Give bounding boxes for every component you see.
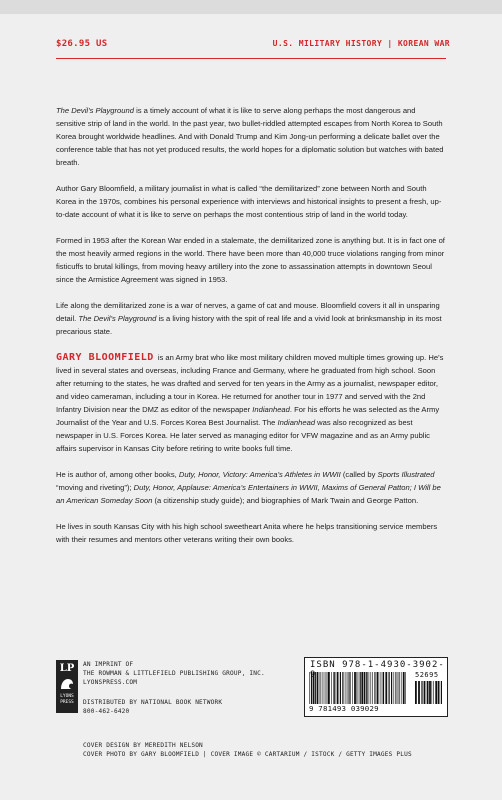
barcode-bar bbox=[311, 672, 312, 704]
barcode-bar bbox=[337, 672, 339, 704]
bio-text: is an Army brat who like most military children moved multiple times growing up. He’s lived in several states and overseas, including France and Germany, where he graduated from high school. Soon after returning to the states, he was drafted and served for ten years in the Army as a journalist, newspaper editor, and video cameraman, including a tour in Korea. He returned for another tour in 1977 and served with the 2nd Infantry Division near the DMZ as editor of the newspaper bbox=[56, 353, 444, 414]
books-text: He is author of, among other books, bbox=[56, 470, 179, 479]
barcode-bar bbox=[313, 672, 315, 704]
barcode-bar bbox=[380, 672, 381, 704]
barcode-bar bbox=[367, 672, 368, 704]
books-text: (called by bbox=[340, 470, 378, 479]
barcode-bar bbox=[438, 681, 440, 704]
barcode-bar bbox=[385, 672, 387, 704]
imprint-line: AN IMPRINT OF bbox=[83, 661, 134, 668]
top-strip bbox=[0, 0, 502, 14]
credits-block bbox=[83, 741, 412, 759]
blurb-text: Life along the demilitarized zone is a war of nerves, a game of cat and mouse. Bloomfield covers it all in unsparing detail. bbox=[56, 301, 440, 323]
price-label: $26.95 US bbox=[56, 39, 108, 49]
barcode-bar bbox=[424, 681, 426, 704]
barcode-bar bbox=[342, 672, 343, 704]
book-title: The Devil’s Playground bbox=[56, 106, 134, 115]
barcode-bar bbox=[309, 672, 310, 704]
barcode-bar bbox=[421, 681, 422, 704]
barcode-bar bbox=[397, 672, 398, 704]
barcode-bar bbox=[383, 672, 384, 704]
price-code: 52695 bbox=[415, 671, 439, 679]
blurb-paragraph-4 bbox=[56, 299, 447, 338]
barcode-bar bbox=[418, 681, 420, 704]
barcode-bar bbox=[317, 672, 318, 704]
publisher-website: LYONSPRESS.COM bbox=[83, 679, 138, 686]
barcode-bar bbox=[422, 681, 423, 704]
barcode-bar bbox=[376, 672, 377, 704]
distributor-line: DISTRIBUTED BY NATIONAL BOOK NETWORK bbox=[83, 699, 223, 706]
blurb-text: is a timely account of what it is like to serve along perhaps the most dangerous and sensitive strip of land in the world. In the past year, two bullet-riddled attempted escapes from North Korea to South Korea brought worldwide headlines. And with Donald Trump and Kim Jong-un performing a delicate ballet over the conference table that has not yet produced results, the world hopes for a diplomatic solution but watches with bated breath. bbox=[56, 106, 444, 167]
bio-text: was also recognized as best newspaper in U.S. Forces Korea. He later served as managing editor for VFW magazine and as an Army public affairs supervisor in Kansas City before retiring to write books full time. bbox=[56, 418, 430, 453]
barcode-bar bbox=[391, 672, 392, 704]
distributor-phone: 800-462-6420 bbox=[83, 708, 130, 715]
barcode-bar bbox=[405, 672, 406, 704]
barcode-bar bbox=[360, 672, 361, 704]
barcode-bar bbox=[403, 672, 405, 704]
barcode-bar bbox=[333, 672, 334, 704]
barcode-bar bbox=[432, 681, 433, 704]
barcode-bar bbox=[398, 672, 399, 704]
barcode-bar bbox=[369, 672, 370, 704]
magazine-title: Sports Illustrated bbox=[377, 470, 435, 479]
book-titles: Duty, Honor, Applause: America’s Entertainers in WWII, Maxims of General Patton; I Will be an American Someday Soon bbox=[56, 483, 441, 505]
distribution-block bbox=[83, 698, 222, 716]
barcode-box bbox=[304, 657, 448, 717]
imprint-block bbox=[83, 660, 265, 687]
barcode-bar bbox=[401, 672, 402, 704]
barcode-bar bbox=[347, 672, 348, 704]
barcode-bar bbox=[350, 672, 351, 704]
barcode-bar bbox=[374, 672, 375, 704]
books-text: “moving and riveting”); bbox=[56, 483, 134, 492]
barcode-bar bbox=[331, 672, 332, 704]
barcode-bar bbox=[349, 672, 350, 704]
isbn-label: ISBN 978-1-4930-3902- bbox=[310, 660, 445, 670]
book-title: The Devil’s Playground bbox=[78, 314, 157, 323]
barcode-bar bbox=[395, 672, 396, 704]
blurb-body bbox=[56, 104, 502, 559]
barcode-bar bbox=[326, 672, 327, 704]
logo-name: LYONS PRESS bbox=[60, 694, 74, 705]
barcode-bar bbox=[324, 672, 325, 704]
barcode-bar bbox=[364, 672, 365, 704]
author-name: GARY BLOOMFIELD bbox=[56, 352, 154, 363]
barcode-bar bbox=[429, 681, 431, 704]
barcode-bar bbox=[361, 672, 363, 704]
barcode-bar bbox=[357, 672, 358, 704]
newspaper-title: Indianhead bbox=[252, 405, 290, 414]
author-books bbox=[56, 468, 447, 507]
barcode-bar bbox=[319, 672, 320, 704]
cover-design-credit: COVER DESIGN BY MEREDITH NELSON bbox=[83, 742, 203, 749]
blurb-paragraph-2: Author Gary Bloomfield, a military journalist in what is called “the demilitarized” zone between North and South Korea in the 1970s, combines his personal experience with interviews and historical insights to present a fresh, up-to-date account of what it is like to serve on perhaps the most contentious strip of land in the world today. bbox=[56, 184, 442, 219]
ean-barcode bbox=[309, 672, 407, 704]
header-rule bbox=[56, 58, 446, 59]
cover-photo-credit: COVER PHOTO BY GARY BLOOMFIELD | COVER IMAGE © CARTARIUM / ISTOCK / GETTY IMAGES PLUS bbox=[83, 751, 412, 758]
book-title: Duty, Honor, Victory: America’s Athletes in WWII bbox=[178, 470, 341, 479]
blurb-paragraph-1 bbox=[56, 104, 447, 169]
blurb-paragraph-3: Formed in 1953 after the Korean War ended in a stalemate, the demilitarized zone is anything but. It is in fact one of the most heavily armed regions in the world. There have been more than 40,000 truce violations ranging from minor fisticuffs to brutal killings, from moving heavy artillery into the zone to assassination attempts in downtown Seoul since the Armistice Agreement was signed in 1953. bbox=[56, 236, 445, 284]
barcode-bar bbox=[441, 681, 442, 704]
barcode-bar bbox=[320, 672, 321, 704]
barcode-bar bbox=[322, 672, 323, 704]
barcode-bar bbox=[358, 672, 359, 704]
barcode-bar bbox=[348, 672, 349, 704]
blurb-text: is a living history with the spit of real life and a vivid look at brinksmanship in its most precarious state. bbox=[56, 314, 442, 336]
price-barcode bbox=[415, 681, 442, 704]
barcode-bar bbox=[327, 672, 328, 704]
category-label: U.S. MILITARY HISTORY | KOREAN WAR bbox=[272, 39, 450, 48]
barcode-bar bbox=[415, 681, 417, 704]
barcode-bar bbox=[340, 672, 341, 704]
barcode-bar bbox=[433, 681, 434, 704]
barcode-bar bbox=[315, 672, 316, 704]
barcode-bar bbox=[389, 672, 390, 704]
publisher-logo bbox=[56, 660, 78, 713]
barcode-bar bbox=[394, 672, 395, 704]
author-closing: He lives in south Kansas City with his high school sweetheart Anita where he helps transitioning service members with their resumes and mentors other veterans writing their own books. bbox=[56, 522, 438, 544]
books-text: (a citizenship study guide); and biographies of Mark Twain and George Patton. bbox=[152, 496, 419, 505]
lion-icon bbox=[59, 677, 75, 691]
imprint-line: THE ROWMAN & LITTLEFIELD PUBLISHING GROUP, INC. bbox=[83, 670, 265, 677]
barcode-bar bbox=[366, 672, 367, 704]
barcode-bar bbox=[435, 681, 437, 704]
logo-monogram: LP bbox=[59, 663, 75, 674]
barcode-bar bbox=[352, 672, 353, 704]
barcode-bar bbox=[399, 672, 400, 704]
barcode-bar bbox=[371, 672, 372, 704]
author-bio bbox=[56, 351, 447, 455]
bio-text: . For his efforts he was selected as the Army Journalist of the Year and U.S. Forces Korea Best Journalist. The bbox=[56, 405, 440, 427]
barcode-bar bbox=[372, 672, 373, 704]
barcode-bar bbox=[345, 672, 346, 704]
barcode-bar bbox=[427, 681, 429, 704]
barcode-bar bbox=[328, 672, 330, 704]
barcode-bar bbox=[382, 672, 383, 704]
barcode-bar bbox=[354, 672, 356, 704]
newspaper-title: Indianhead bbox=[277, 418, 316, 427]
barcode-bar bbox=[377, 672, 379, 704]
ean-number: 9 781493 039029 bbox=[309, 704, 379, 713]
barcode-bar bbox=[334, 672, 335, 704]
